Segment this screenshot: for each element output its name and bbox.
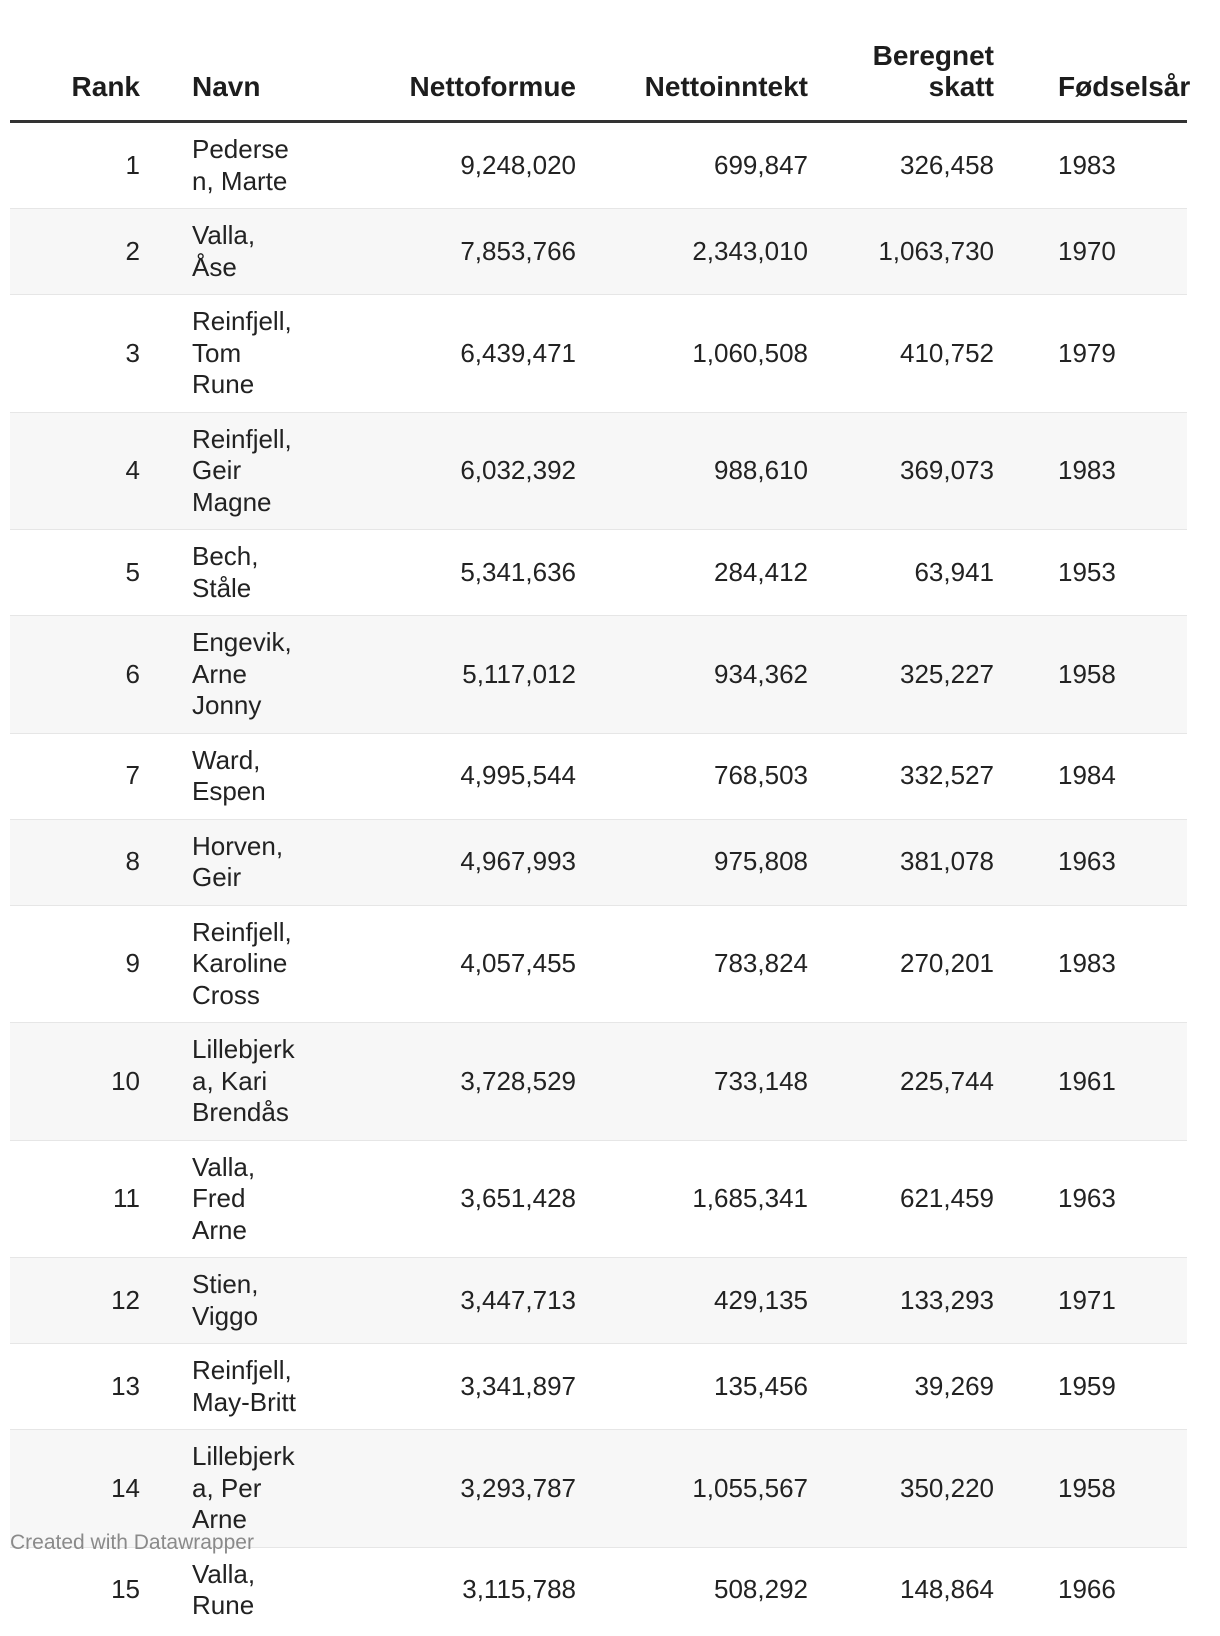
cell-beregnet-skatt: 63,941 <box>808 530 994 616</box>
cell-nettoinntekt: 1,060,508 <box>576 295 808 413</box>
cell-nettoinntekt: 783,824 <box>576 905 808 1023</box>
cell-beregnet-skatt: 332,527 <box>808 733 994 819</box>
cell-name: Reinfjell, May-Britt <box>160 1344 310 1430</box>
table-row <box>10 1547 1187 1636</box>
cell-nettoinntekt: 733,148 <box>576 1023 808 1141</box>
header-name[interactable]: Navn <box>160 40 310 122</box>
cell-fodselsar: 1966 <box>1058 1574 1116 1605</box>
cell-nettoformue: 6,439,471 <box>310 295 576 413</box>
cell-beregnet-skatt: 326,458 <box>808 122 994 209</box>
table-row <box>10 733 1187 819</box>
cell-rank: 2 <box>10 209 160 295</box>
cell-rank: 6 <box>10 616 160 734</box>
cell-beregnet-skatt: 133,293 <box>808 1258 994 1344</box>
cell-nettoinntekt: 699,847 <box>576 122 808 209</box>
table-row <box>10 1344 1187 1430</box>
cell-nettoformue: 3,341,897 <box>310 1344 576 1430</box>
cell-nettoinntekt: 1,055,567 <box>576 1430 808 1548</box>
table-row <box>10 412 1187 530</box>
header-skatt-line2: skatt <box>928 71 994 102</box>
cell-nettoformue: 3,293,787 <box>310 1430 576 1548</box>
cell-rank: 8 <box>10 819 160 905</box>
table-body <box>10 122 1187 1636</box>
cell-fodselsar: 1984 <box>994 733 1187 819</box>
cell-nettoformue: 7,853,766 <box>310 209 576 295</box>
header-nettoformue[interactable]: Nettoformue <box>310 40 576 122</box>
table-row <box>10 1023 1187 1141</box>
cell-rank: 11 <box>10 1140 160 1258</box>
cell-beregnet-skatt: 39,269 <box>808 1344 994 1430</box>
cell-beregnet-skatt: 225,744 <box>808 1023 994 1141</box>
cell-rank: 10 <box>10 1023 160 1141</box>
cell-rank: 15 <box>111 1574 140 1605</box>
cell-fodselsar: 1983 <box>994 412 1187 530</box>
cell-nettoformue: 3,115,788 <box>462 1574 576 1605</box>
cell-rank: 12 <box>10 1258 160 1344</box>
header-fodselsar[interactable]: Fødselsår <box>994 40 1187 122</box>
cell-name: Valla, Fred Arne <box>160 1140 310 1258</box>
cell-fodselsar: 1958 <box>994 616 1187 734</box>
cell-rank: 1 <box>10 122 160 209</box>
header-beregnet-skatt[interactable] <box>808 40 994 122</box>
cell-nettoformue: 9,248,020 <box>310 122 576 209</box>
header-row <box>10 40 1187 122</box>
cell-name: Bech, Ståle <box>160 530 310 616</box>
cell-nettoinntekt: 1,685,341 <box>576 1140 808 1258</box>
cell-beregnet-skatt: 148,864 <box>900 1574 994 1605</box>
table-row <box>10 616 1187 734</box>
cell-name: Valla, Åse <box>160 209 310 295</box>
cell-name: Pedersen, Marte <box>160 122 310 209</box>
cell-beregnet-skatt: 350,220 <box>808 1430 994 1548</box>
cell-nettoinntekt: 768,503 <box>576 733 808 819</box>
wealth-table <box>10 40 1191 1636</box>
header-skatt-line1: Beregnet <box>872 40 994 71</box>
cell-fodselsar: 1963 <box>994 819 1187 905</box>
cell-beregnet-skatt: 270,201 <box>808 905 994 1023</box>
header-nettoinntekt[interactable]: Nettoinntekt <box>576 40 808 122</box>
table-row <box>10 1430 1187 1548</box>
cell-nettoinntekt: 284,412 <box>576 530 808 616</box>
cell-fodselsar: 1971 <box>994 1258 1187 1344</box>
cell-nettoformue: 4,967,993 <box>310 819 576 905</box>
table-row <box>10 122 1187 209</box>
cell-rank: 13 <box>10 1344 160 1430</box>
cell-name: Ward, Espen <box>160 733 310 819</box>
header-rank[interactable]: Rank <box>10 40 160 122</box>
table-row <box>10 1258 1187 1344</box>
cell-beregnet-skatt: 1,063,730 <box>808 209 994 295</box>
cell-nettoformue: 3,728,529 <box>310 1023 576 1141</box>
cell-nettoformue: 5,341,636 <box>310 530 576 616</box>
cell-fodselsar: 1979 <box>994 295 1187 413</box>
table-row <box>10 295 1187 413</box>
cell-fodselsar: 1953 <box>994 530 1187 616</box>
cell-fodselsar: 1958 <box>994 1430 1187 1548</box>
cell-name: Lillebjerka, Per Arne <box>160 1430 310 1548</box>
cell-rank: 14 <box>10 1430 160 1548</box>
cell-nettoformue: 6,032,392 <box>310 412 576 530</box>
cell-name: Engevik, Arne Jonny <box>160 616 310 734</box>
cell-nettoformue: 3,447,713 <box>310 1258 576 1344</box>
cell-beregnet-skatt: 325,227 <box>808 616 994 734</box>
cell-nettoinntekt: 135,456 <box>576 1344 808 1430</box>
cell-nettoinntekt: 975,808 <box>576 819 808 905</box>
cell-nettoinntekt: 429,135 <box>576 1258 808 1344</box>
cell-rank: 3 <box>10 295 160 413</box>
table-row <box>10 1140 1187 1258</box>
table-header <box>10 40 1191 122</box>
cell-fodselsar: 1959 <box>994 1344 1187 1430</box>
cell-rank: 7 <box>10 733 160 819</box>
cell-fodselsar: 1961 <box>994 1023 1187 1141</box>
table-row <box>10 209 1187 295</box>
datawrapper-credit[interactable]: Created with Datawrapper <box>10 1531 254 1554</box>
cell-beregnet-skatt: 410,752 <box>808 295 994 413</box>
cell-nettoinntekt: 2,343,010 <box>576 209 808 295</box>
cell-beregnet-skatt: 381,078 <box>808 819 994 905</box>
cell-nettoinntekt: 988,610 <box>576 412 808 530</box>
cell-nettoformue: 4,057,455 <box>310 905 576 1023</box>
cell-name: Reinfjell, Geir Magne <box>160 412 310 530</box>
cell-rank: 5 <box>10 530 160 616</box>
cell-fodselsar: 1970 <box>994 209 1187 295</box>
cell-name: Horven, Geir <box>160 819 310 905</box>
cell-name: Valla, Rune <box>192 1558 256 1620</box>
cell-name: Reinfjell, Tom Rune <box>160 295 310 413</box>
cell-fodselsar: 1963 <box>994 1140 1187 1258</box>
cell-name: Lillebjerka, Kari Brendås <box>160 1023 310 1141</box>
cell-rank: 9 <box>10 905 160 1023</box>
cell-nettoformue: 4,995,544 <box>310 733 576 819</box>
table-row <box>10 819 1187 905</box>
cell-rank: 4 <box>10 412 160 530</box>
cell-fodselsar: 1983 <box>994 122 1187 209</box>
cell-nettoinntekt: 508,292 <box>714 1574 808 1605</box>
table-row <box>10 905 1187 1023</box>
cell-fodselsar: 1983 <box>994 905 1187 1023</box>
cell-nettoinntekt: 934,362 <box>576 616 808 734</box>
cell-name: Reinfjell, Karoline Cross <box>160 905 310 1023</box>
table-row <box>10 530 1187 616</box>
cell-nettoformue: 3,651,428 <box>310 1140 576 1258</box>
cell-nettoformue: 5,117,012 <box>310 616 576 734</box>
cell-beregnet-skatt: 369,073 <box>808 412 994 530</box>
cell-beregnet-skatt: 621,459 <box>808 1140 994 1258</box>
cell-name: Stien, Viggo <box>160 1258 310 1344</box>
